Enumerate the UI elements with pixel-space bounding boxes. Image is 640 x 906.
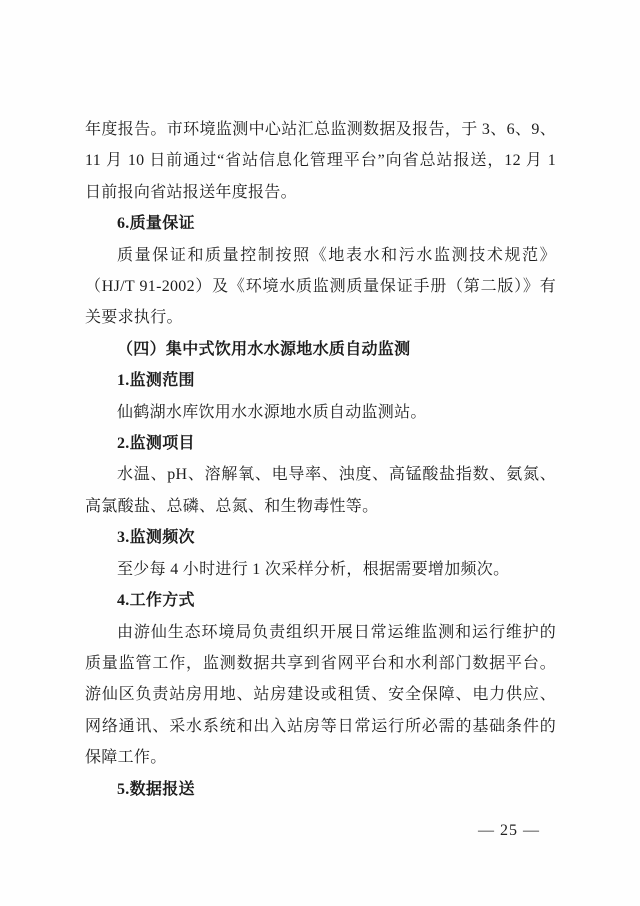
paragraph-monitoring-scope: 仙鹤湖水库饮用水水源地水质自动监测站。 <box>117 403 427 421</box>
paragraph-monitoring-frequency: 至少每 4 小时进行 1 次采样分析，根据需要增加频次。 <box>117 560 510 578</box>
heading-quality-assurance: 6.质量保证 <box>117 215 195 233</box>
document-body <box>85 114 556 805</box>
heading-section-four: （四）集中式饮用水水源地水质自动监测 <box>117 340 411 358</box>
heading-monitoring-frequency: 3.监测频次 <box>117 529 195 547</box>
heading-data-reporting: 5.数据报送 <box>117 780 195 798</box>
heading-work-method: 4.工作方式 <box>117 592 195 610</box>
paragraph-annual-report: 年度报告。市环境监测中心站汇总监测数据及报告，于 3、6、9、11 月 10 日前通过“省站信息化管理平台”向省总站报送，12 月 1 日前报向省站报送年度报告。 <box>85 121 556 201</box>
paragraph-quality-assurance: 质量保证和质量控制按照《地表水和污水监测技术规范》（HJ/T 91-2002）及《环境水质监测质量保证手册（第二版）》有关要求执行。 <box>85 246 556 327</box>
heading-monitoring-items: 2.监测项目 <box>117 435 195 453</box>
heading-monitoring-scope: 1.监测范围 <box>117 372 195 390</box>
page-number: — 25 — <box>478 822 540 839</box>
paragraph-work-method: 由游仙生态环境局负责组织开展日常运维监测和运行维护的质量监管工作，监测数据共享到省网平台和水利部门数据平台。游仙区负责站房用地、站房建设或租赁、安全保障、电力供应、网络通讯、采水系统和出入站房等日常运行所必需的基础条件的保障工作。 <box>85 623 556 767</box>
paragraph-monitoring-items: 水温、pH、溶解氧、电导率、浊度、高锰酸盐指数、氨氮、高氯酸盐、总磷、总氮、和生物毒性等。 <box>85 466 556 515</box>
